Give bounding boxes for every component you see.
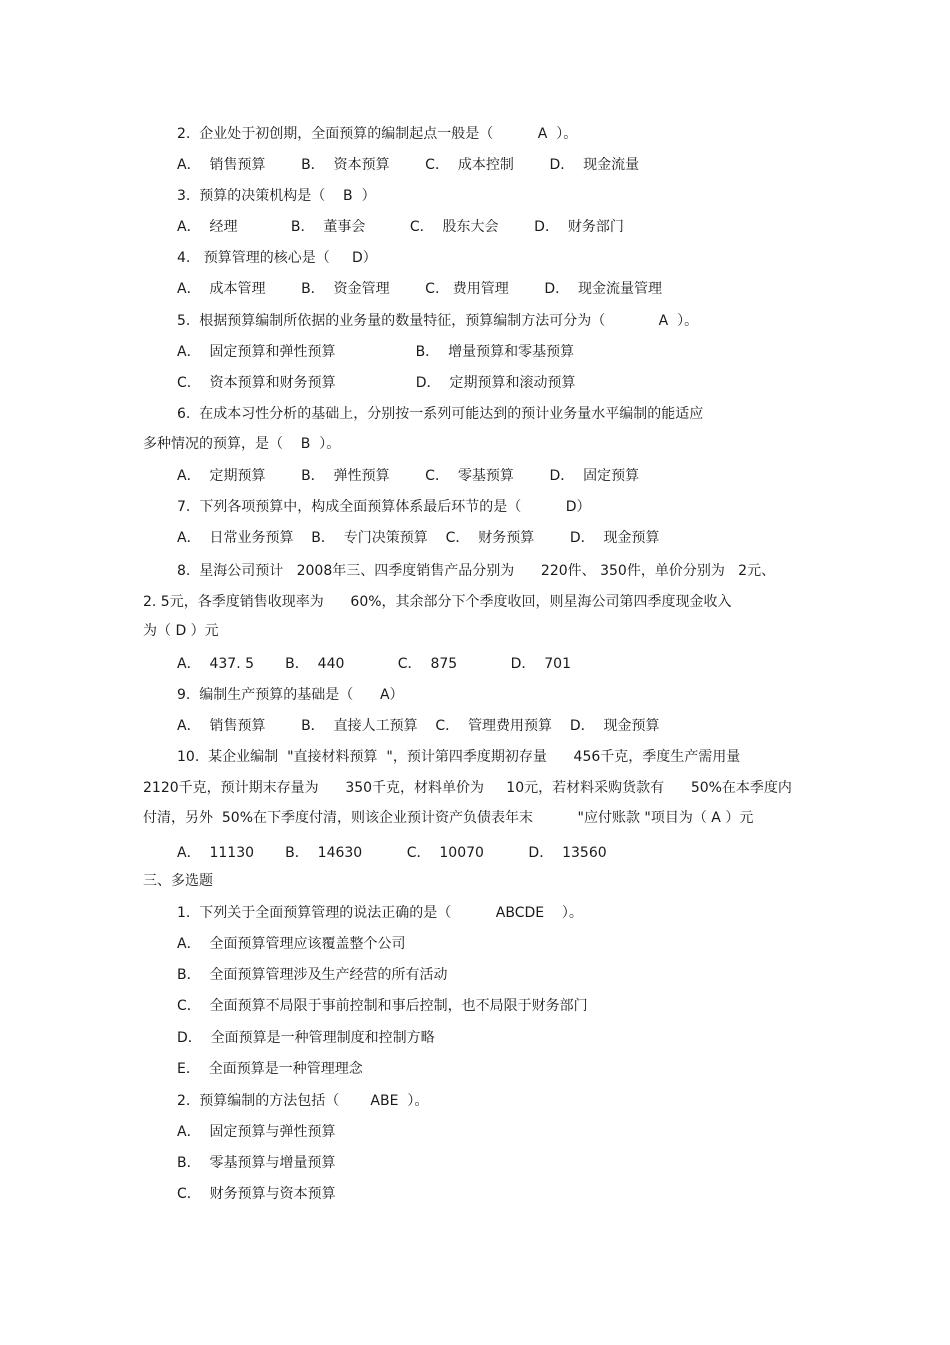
question-6: 6. 在成本习性分析的基础上，分别按一系列可能达到的预计业务量水平编制的能适应 <box>177 406 704 422</box>
question-7: 7. 下列各项预算中，构成全面预算体系最后环节的是（ D） <box>177 499 591 515</box>
question-8: 8. 星海公司预计 2008年三、四季度销售产品分别为 220件、 350件，单价分别为 2元、 <box>177 563 776 579</box>
multi-question-2-option-c: C． 财务预算与资本预算 <box>177 1186 336 1202</box>
question-2-options: A． 销售预算 B． 资本预算 C． 成本控制 D． 现金流量 <box>177 157 640 173</box>
question-4-options: A． 成本管理 B． 资金管理 C. 费用管理 D． 现金流量管理 <box>177 281 663 297</box>
question-3-options: A． 经理 B． 董事会 C． 股东大会 D． 财务部门 <box>177 219 624 235</box>
multi-question-1-option-d: D． 全面预算是一种管理制度和控制方略 <box>177 1030 435 1046</box>
question-5: 5. 根据预算编制所依据的业务量的数量特征，预算编制方法可分为（ A ）。 <box>177 313 699 329</box>
question-8-options: A． 437. 5 B． 440 C． 875 D． 701 <box>177 656 571 672</box>
question-10-continued: 2120千克，预计期末存量为 350千克，材料单价为 10元，若材料采购货款有 50%在本季度内 <box>143 780 792 796</box>
multi-question-1: 1. 下列关于全面预算管理的说法正确的是（ ABCDE ）。 <box>177 905 583 921</box>
multi-question-1-option-c: C． 全面预算不局限于事前控制和事后控制，也不局限于财务部门 <box>177 998 588 1014</box>
question-5-options-ab: A． 固定预算和弹性预算 B． 增量预算和零基预算 <box>177 344 575 360</box>
question-6-continued: 多种情况的预算，是（ B ）。 <box>143 436 341 452</box>
multi-question-2: 2. 预算编制的方法包括（ ABE ）。 <box>177 1093 429 1109</box>
question-10: 10. 某企业编制 "直接材料预算 "，预计第四季度期初存量 456千克，季度生产需用量 <box>177 749 741 765</box>
question-4: 4. 预算管理的核心是（ D） <box>177 250 377 266</box>
multi-question-2-option-b: B． 零基预算与增量预算 <box>177 1155 336 1171</box>
question-7-options: A． 日常业务预算 B． 专门决策预算 C． 财务预算 D． 现金预算 <box>177 530 660 546</box>
question-10-options: A． 11130 B． 14630 C． 10070 D． 13560 <box>177 845 607 861</box>
multi-question-2-option-a: A． 固定预算与弹性预算 <box>177 1124 336 1140</box>
question-3: 3. 预算的决策机构是（ B ） <box>177 188 376 204</box>
question-9-options: A． 销售预算 B． 直接人工预算 C． 管理费用预算 D． 现金预算 <box>177 718 660 734</box>
multi-question-1-option-e: E． 全面预算是一种管理理念 <box>177 1061 363 1077</box>
question-2: 2. 企业处于初创期，全面预算的编制起点一般是（ A ）。 <box>177 126 578 142</box>
multi-question-1-option-a: A． 全面预算管理应该覆盖整个公司 <box>177 936 406 952</box>
section-heading: 三、多选题 <box>143 873 213 889</box>
question-5-options-cd: C． 资本预算和财务预算 D． 定期预算和滚动预算 <box>177 375 576 391</box>
question-8-continued-2: 为（ D ）元 <box>143 623 219 639</box>
question-6-options: A． 定期预算 B． 弹性预算 C． 零基预算 D． 固定预算 <box>177 468 640 484</box>
question-8-continued: 2. 5元，各季度销售收现率为 60%，其余部分下个季度收回，则星海公司第四季度现金收入 <box>143 594 732 610</box>
question-9: 9. 编制生产预算的基础是（ A） <box>177 687 404 703</box>
question-10-continued-2: 付清，另外 50%在下季度付清，则该企业预计资产负债表年末 "应付账款 "项目为（ A ）元 <box>143 810 754 826</box>
multi-question-1-option-b: B． 全面预算管理涉及生产经营的所有活动 <box>177 967 448 983</box>
